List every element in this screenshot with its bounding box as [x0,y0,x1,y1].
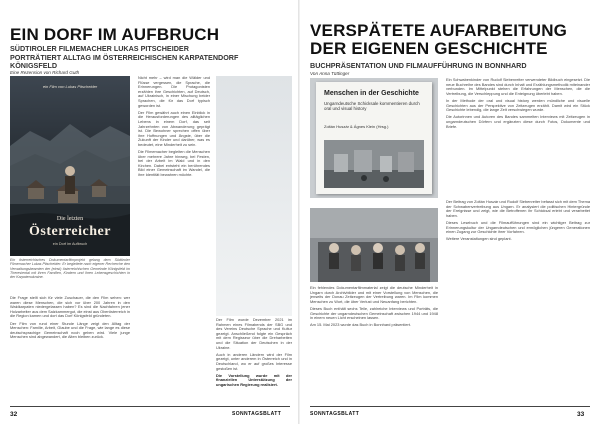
left-column-c [216,318,292,398]
right-col-b-paragraph: Ein fehlendes Dokumentarfilmmaterial zeigt die deutsche Minderheit in Ungarn durch Archivbilder und mit einer Vorstellung von Menschen, die jenseits der Donau Zeitzeugen der Vertreibung waren. Im Film kommen Menschen zu Wort, die über Verlust und Neuanfang berichten. [310,286,438,304]
right-page [300,0,600,424]
left-page-byline: Eine Rezension von Richard Guth [10,70,80,75]
right-title-line-1: VERSPÄTETE AUFARBEITUNG [310,21,568,40]
right-col-a-paragraph: Ein Schwabenkinder von Rudolf Siebenreiter verwendeter Bildbuch eingesetzt. Die neue Buchreihe des Bandes sind durch Inhalt und Erzählungsmethodik miteinander verbunden. Im Mittelpunkt stehen die Erfahrungen der Menschen, die die Vertreibung, die Verschleppung und die Enteignung überlebt haben. [446,78,590,96]
right-column-c [446,200,590,398]
right-page-subtitle: BUCHPRÄSENTATION UND FILMAUFFÜHRUNG IN BONNHARD [310,61,527,70]
poster-title-large: Österreicher [29,224,111,239]
left-col-a-paragraph: Die Frage stellt sich für viele Zuschauer, die den Film sehen: wer waren diese Menschen, die sich vor über 200 Jahren in den Waldkarpaten niedergelassen haben? Es sind die Nachfahren jener Holzarbeiter aus dem Salzkammergut, die einst aus Oberösterreich in die Region kamen und dort das Dorf Königsfeld gründeten. [10,296,130,319]
right-col-b-paragraph: Dieses Buch enthält sechs Teile, zahlreiche Interviews und Porträts, die Geschichte der ungarndeutschen Gemeinschaft zwischen 1944 und 1948 in einem neuen Licht erscheinen lassen. [310,305,438,321]
right-column-a [446,78,590,196]
right-title-line-2: DER EIGENEN GESCHICHTE [310,39,548,58]
left-page-subtitle: SÜDTIROLER FILMEMACHER LUKAS PITSCHEIDER PORTRÄTIERT ALLTAG IM ÖSTERREICHISCHEN KARPATENDORF KÖNIGSFELD [10,44,239,71]
left-page-title: EIN DORF IM AUFBRUCH [10,25,220,44]
right-col-c-paragraph: Der Beitrag von Zoltán Huszár und Rudolf Siebenreiter befasst sich mit dem Thema der Schwabenvertreibung aus Ungarn. Er analysiert die politischen Hintergründe der Ereignisse und zeigt, wie die Betroffenen ihr Schicksal erlebt und verarbeitet haben. [446,200,590,218]
book-title: Menschen in der Geschichte [324,90,419,97]
left-col-b-paragraph: Nicht mehr – wird man die Wälder und Flüsse vergessen, die Sprache, die Erinnerungen. Die Protagonisten erzählen ihre Geschichten, auf Deutsch, auf Ukrainisch, in einer Mischung beider Sprachen, die für das Dorf typisch geworden ist. [138,76,210,108]
right-col-c-paragraph: Weitere Veranstaltungen sind geplant. [446,236,512,242]
film-poster-image [10,76,130,256]
right-page-title [310,22,590,58]
right-col-b-paragraph: Am 15. Mai 2023 wurde das Buch in Bonnhard präsentiert. [310,322,411,328]
left-column-a [10,296,130,396]
presentation-scene-icon [310,208,438,282]
right-page-number: 33 [577,411,585,418]
left-col-b-paragraph: Der Film gewährt auch einen Einblick in die Herausforderungen des alltäglichen Lebens in einem Dorf, das seit Jahrzehnten von Abwanderung geprägt ist. Die Bewohner sprechen offen über ihre Hoffnungen und Ängste, über die Zukunft der Kinder und darüber, was es bedeutet, eine Minderheit zu sein. [138,109,210,147]
left-col-b-paragraph: Die Filmemacher begleiten die Menschen über mehrere Jahre hinweg, bei Festen, bei der Arbeit im Wald und in den Kirchen. Dabei entsteht ein berührendes Bild einer Gemeinschaft im Wandel, die ihre Identität bewahren möchte. [138,149,210,178]
left-publication-name: SONNTAGSBLATT [232,411,282,417]
left-footer-rule [10,406,290,407]
poster-tagline: ein Dorf im Aufbruch [52,242,88,246]
right-publication-name: SONNTAGSBLATT [310,411,360,417]
poster-title-small: Die letzten [56,216,84,222]
left-col-c-paragraph: Auch in anderen Ländern wird der Film gezeigt, unter anderem in Österreich und in Deutschland, wo er auf großes Interesse gestoßen ist. [216,351,292,371]
left-page-number: 32 [10,411,18,418]
right-column-b [310,286,438,398]
book-subtitle: Ungarndeutsche Schicksale kommentieren durch oral und visual history [324,101,420,112]
left-col-c-funding-note: Die Vorstellung wurde mit der finanziellen Unterstützung der ungarischen Regierung realisiert. [216,372,292,387]
right-col-a-paragraph: Die Autorinnen und Autoren des Bandes sammelten Interviews mit Zeitzeugen in ungarndeutschen Dörfern und ergänzten diese durch Fotos, Dokumente und Briefe. [446,114,590,129]
book-authors: Zoltán Huszár & Ágnes Klein (Hrsg.) [324,124,389,129]
left-col-c-paragraph: Der Film wurde Dezember 2021 im Rahmen eines Filmabends der SBG und des Vereins Deutsche Sprache und Kultur gezeigt. Anschließend folgte ein Gespräch mit dem Regisseur über die Dreharbeiten und die Situation der Deutschen in der Ukraine. [216,318,292,350]
book-cover-image [310,78,438,198]
poster-credit-line: ein Film von Lukas Pitscheider [42,84,98,89]
right-page-byline: Von Anna Tüttinger [310,71,350,76]
right-col-a-paragraph: In der Methode der oral und visual history werden mündliche und visuelle Geschichten aus der Perspektive von Zeitzeugen erzählt. Damit wird ein Stück Geschichte lebendig, die lange Zeit verschwiegen wurde. [446,97,590,113]
right-footer-rule [310,406,590,407]
presentation-photo [310,208,438,282]
left-col-a-paragraph: Der Film von rund einer Stunde Länge zeigt den Alltag der Menschen: Familie, Arbeit, Glaube und die Frage, wie lange es diese deutschsprachige Gemeinschaft noch geben wird. Viele junge Menschen sind abgewandert, die Alten bleiben zurück. [10,320,130,340]
book-cover-photo-icon [324,140,424,188]
left-column-b [138,76,210,396]
village-photo [216,76,292,316]
right-col-c-paragraph: Dieses Lesebuch und die Filmaufführungen sind ein wichtiger Beitrag zur Erinnerungskultur der Ungarndeutschen und ermöglichen jüngeren Generationen einen Zugang zur Geschichte ihrer Vorfahren. [446,219,590,235]
poster-caption: Ein österreichisches Dokumentarfilmprojekt gelang dem Südtiroler Filmemacher Lukas Pitscheider: Er begleitete nach eigener Recherche den Verwaltungsbeamten der (einst) österreichischen Gemeinde Königsfeld im Theresiental mit ihren Familien, Kindern und ihren Lebensgeschichten in der Karpatenukraine. [10,258,130,280]
